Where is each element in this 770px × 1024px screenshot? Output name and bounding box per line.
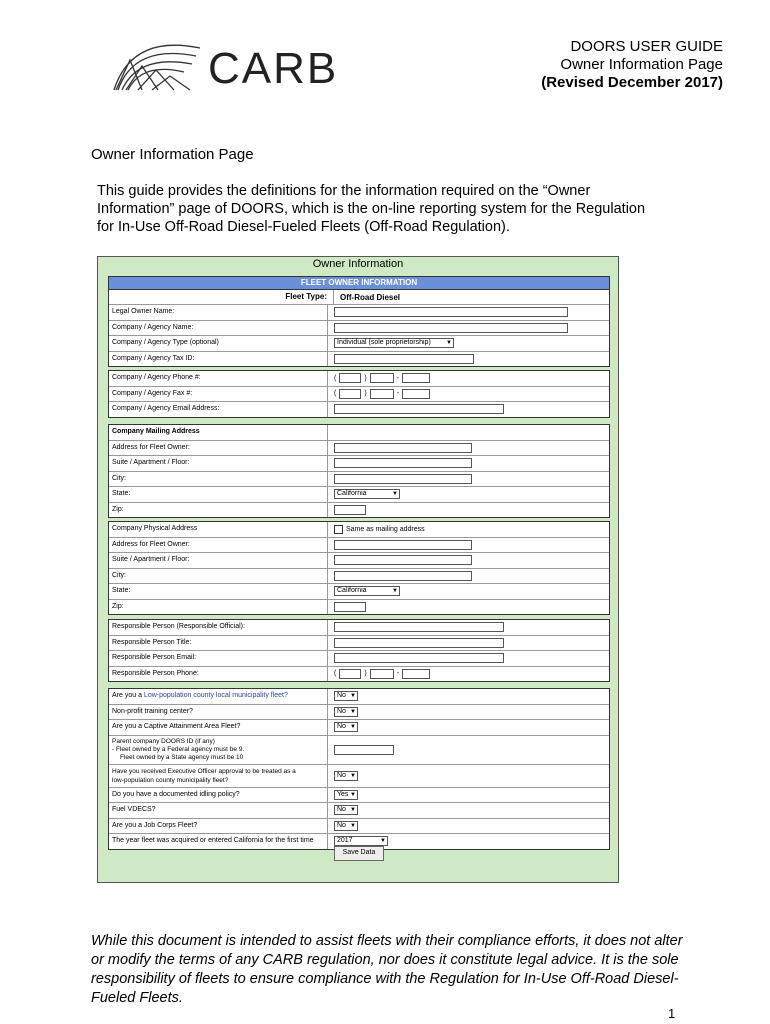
resp-title-input[interactable] xyxy=(334,638,504,648)
mail-city-row: City: xyxy=(109,472,609,488)
header-revised: (Revised December 2017) xyxy=(541,74,723,91)
carb-logo xyxy=(112,40,352,92)
mail-suite-row: Suite / Apartment / Floor: xyxy=(109,456,609,472)
q-exec-row: Have you received Executive Officer approval to be treated as a low-population county municipality fleet? No ▼ xyxy=(109,765,609,788)
page-heading: Owner Information Page xyxy=(91,146,254,163)
phys-suite-row: Suite / Apartment / Floor: xyxy=(109,553,609,569)
company-name-input[interactable] xyxy=(334,323,568,333)
q-nonprofit-select[interactable]: No ▼ xyxy=(334,707,358,717)
form-title: Owner Information xyxy=(98,257,618,277)
logo-wordmark: CARB xyxy=(208,44,339,93)
page-number: 1 xyxy=(668,1006,676,1021)
resp-title-row: Responsible Person Title: xyxy=(109,636,609,652)
mail-address-input[interactable] xyxy=(334,443,472,453)
header-title: DOORS USER GUIDE xyxy=(570,38,723,55)
phone-line-input[interactable] xyxy=(402,373,430,383)
responsible-person-card xyxy=(108,619,610,682)
contact-card xyxy=(108,370,610,418)
fleet-owner-card xyxy=(108,276,610,367)
mailing-address-card xyxy=(108,424,610,518)
save-data-button[interactable]: Save Data xyxy=(334,846,384,861)
same-as-mailing-checkbox[interactable] xyxy=(334,525,343,534)
intro-paragraph: This guide provides the definitions for the information required on the “Owner Information” page of DOORS, which is the on-line reporting system for the Regulation for In-Use Off-Road Diesel-Fueled Fleets (Off-Road Regulation). xyxy=(97,183,646,235)
disclaimer-paragraph: While this document is intended to assist fleets with their compliance efforts, it does not alter or modify the terms of any CARB regulation, nor does it constitute legal advice. It is the sole responsibility of fleets to ensure compliance with the Regulation for In-Use Off-Road Diesel-Fueled Fleets. xyxy=(91,933,683,1006)
q-vdecs-row: Fuel VDECS? No ▼ xyxy=(109,803,609,819)
email-input[interactable] xyxy=(334,404,504,414)
q-captive-select[interactable]: No ▼ xyxy=(334,722,358,732)
phys-city-input[interactable] xyxy=(334,571,472,581)
mail-suite-input[interactable] xyxy=(334,458,472,468)
mailing-header-row: Company Mailing Address xyxy=(109,425,609,441)
company-type-row: Company / Agency Type (optional) Individual (sole proprietorship) ▼ xyxy=(109,336,609,352)
header-subtitle: Owner Information Page xyxy=(560,56,723,73)
phone-row: Company / Agency Phone #: ( ) - xyxy=(109,371,609,387)
lowpop-link[interactable]: Low-population county local municipality fleet? xyxy=(143,692,288,699)
q-exec-select[interactable]: No ▼ xyxy=(334,771,358,781)
resp-phone-line-input[interactable] xyxy=(402,669,430,679)
phone-prefix-input[interactable] xyxy=(370,373,394,383)
mail-zip-row: Zip: xyxy=(109,503,609,518)
fleet-owner-banner: FLEET OWNER INFORMATION xyxy=(109,277,609,290)
phys-suite-input[interactable] xyxy=(334,555,472,565)
mail-zip-input[interactable] xyxy=(334,505,366,515)
mail-city-input[interactable] xyxy=(334,474,472,484)
q-idling-select[interactable]: Yes ▼ xyxy=(334,790,358,800)
q-idling-row: Do you have a documented idling policy? Yes ▼ xyxy=(109,788,609,804)
phys-city-row: City: xyxy=(109,569,609,585)
q-jobcorps-select[interactable]: No ▼ xyxy=(334,821,358,831)
company-name-row: Company / Agency Name: xyxy=(109,321,609,337)
phys-state-row: State: California ▼ xyxy=(109,584,609,600)
q-firstyear-select[interactable]: 2017 ▼ xyxy=(334,836,388,846)
q-parent-row: Parent company DOORS ID (if any) - Fleet owned by a Federal agency must be 9. Fleet owned by a State agency must be 10 xyxy=(109,736,609,765)
phys-state-select[interactable]: California ▼ xyxy=(334,586,400,596)
q-captive-row: Are you a Captive Attainment Area Fleet? No ▼ xyxy=(109,720,609,736)
q-lowpop-row: Are you a Low-population county local municipality fleet? No ▼ xyxy=(109,689,609,705)
resp-email-row: Responsible Person Email: xyxy=(109,651,609,667)
resp-person-row: Responsible Person (Responsible Official): xyxy=(109,620,609,636)
resp-phone-prefix-input[interactable] xyxy=(370,669,394,679)
resp-email-input[interactable] xyxy=(334,653,504,663)
tax-id-input[interactable] xyxy=(334,354,474,364)
email-row: Company / Agency Email Address: xyxy=(109,402,609,417)
resp-phone-area-input[interactable] xyxy=(339,669,361,679)
phys-address-input[interactable] xyxy=(334,540,472,550)
phys-zip-input[interactable] xyxy=(334,602,366,612)
questions-card xyxy=(108,688,610,850)
phys-zip-row: Zip: xyxy=(109,600,609,615)
fax-row: Company / Agency Fax #: ( ) - xyxy=(109,387,609,403)
q-vdecs-select[interactable]: No ▼ xyxy=(334,805,358,815)
fax-area-input[interactable] xyxy=(339,389,361,399)
fax-line-input[interactable] xyxy=(402,389,430,399)
physical-header-row: Company Physical Address Same as mailing address xyxy=(109,522,609,538)
carb-arc-icon xyxy=(112,40,202,92)
q-nonprofit-row: Non-profit training center? No ▼ xyxy=(109,705,609,721)
tax-id-row: Company / Agency Tax ID: xyxy=(109,352,609,367)
q-firstyear-row: The year fleet was acquired or entered California for the first time 2017 ▼ xyxy=(109,834,609,849)
parent-doors-id-input[interactable] xyxy=(334,745,394,755)
physical-address-card xyxy=(108,521,610,615)
mail-state-row: State: California ▼ xyxy=(109,487,609,503)
legal-name-input[interactable] xyxy=(334,307,568,317)
q-jobcorps-row: Are you a Job Corps Fleet? No ▼ xyxy=(109,819,609,835)
fleet-type-row: Fleet Type: Off-Road Diesel xyxy=(109,290,609,305)
mail-state-select[interactable]: California ▼ xyxy=(334,489,400,499)
mail-address-row: Address for Fleet Owner: xyxy=(109,441,609,457)
company-type-select[interactable]: Individual (sole proprietorship) ▼ xyxy=(334,338,454,348)
fax-prefix-input[interactable] xyxy=(370,389,394,399)
q-lowpop-select[interactable]: No ▼ xyxy=(334,691,358,701)
legal-name-row: Legal Owner Name: xyxy=(109,305,609,321)
phone-area-input[interactable] xyxy=(339,373,361,383)
resp-person-input[interactable] xyxy=(334,622,504,632)
doc-header xyxy=(541,38,723,92)
phys-address-row: Address for Fleet Owner: xyxy=(109,538,609,554)
resp-phone-row: Responsible Person Phone: ( ) - xyxy=(109,667,609,682)
